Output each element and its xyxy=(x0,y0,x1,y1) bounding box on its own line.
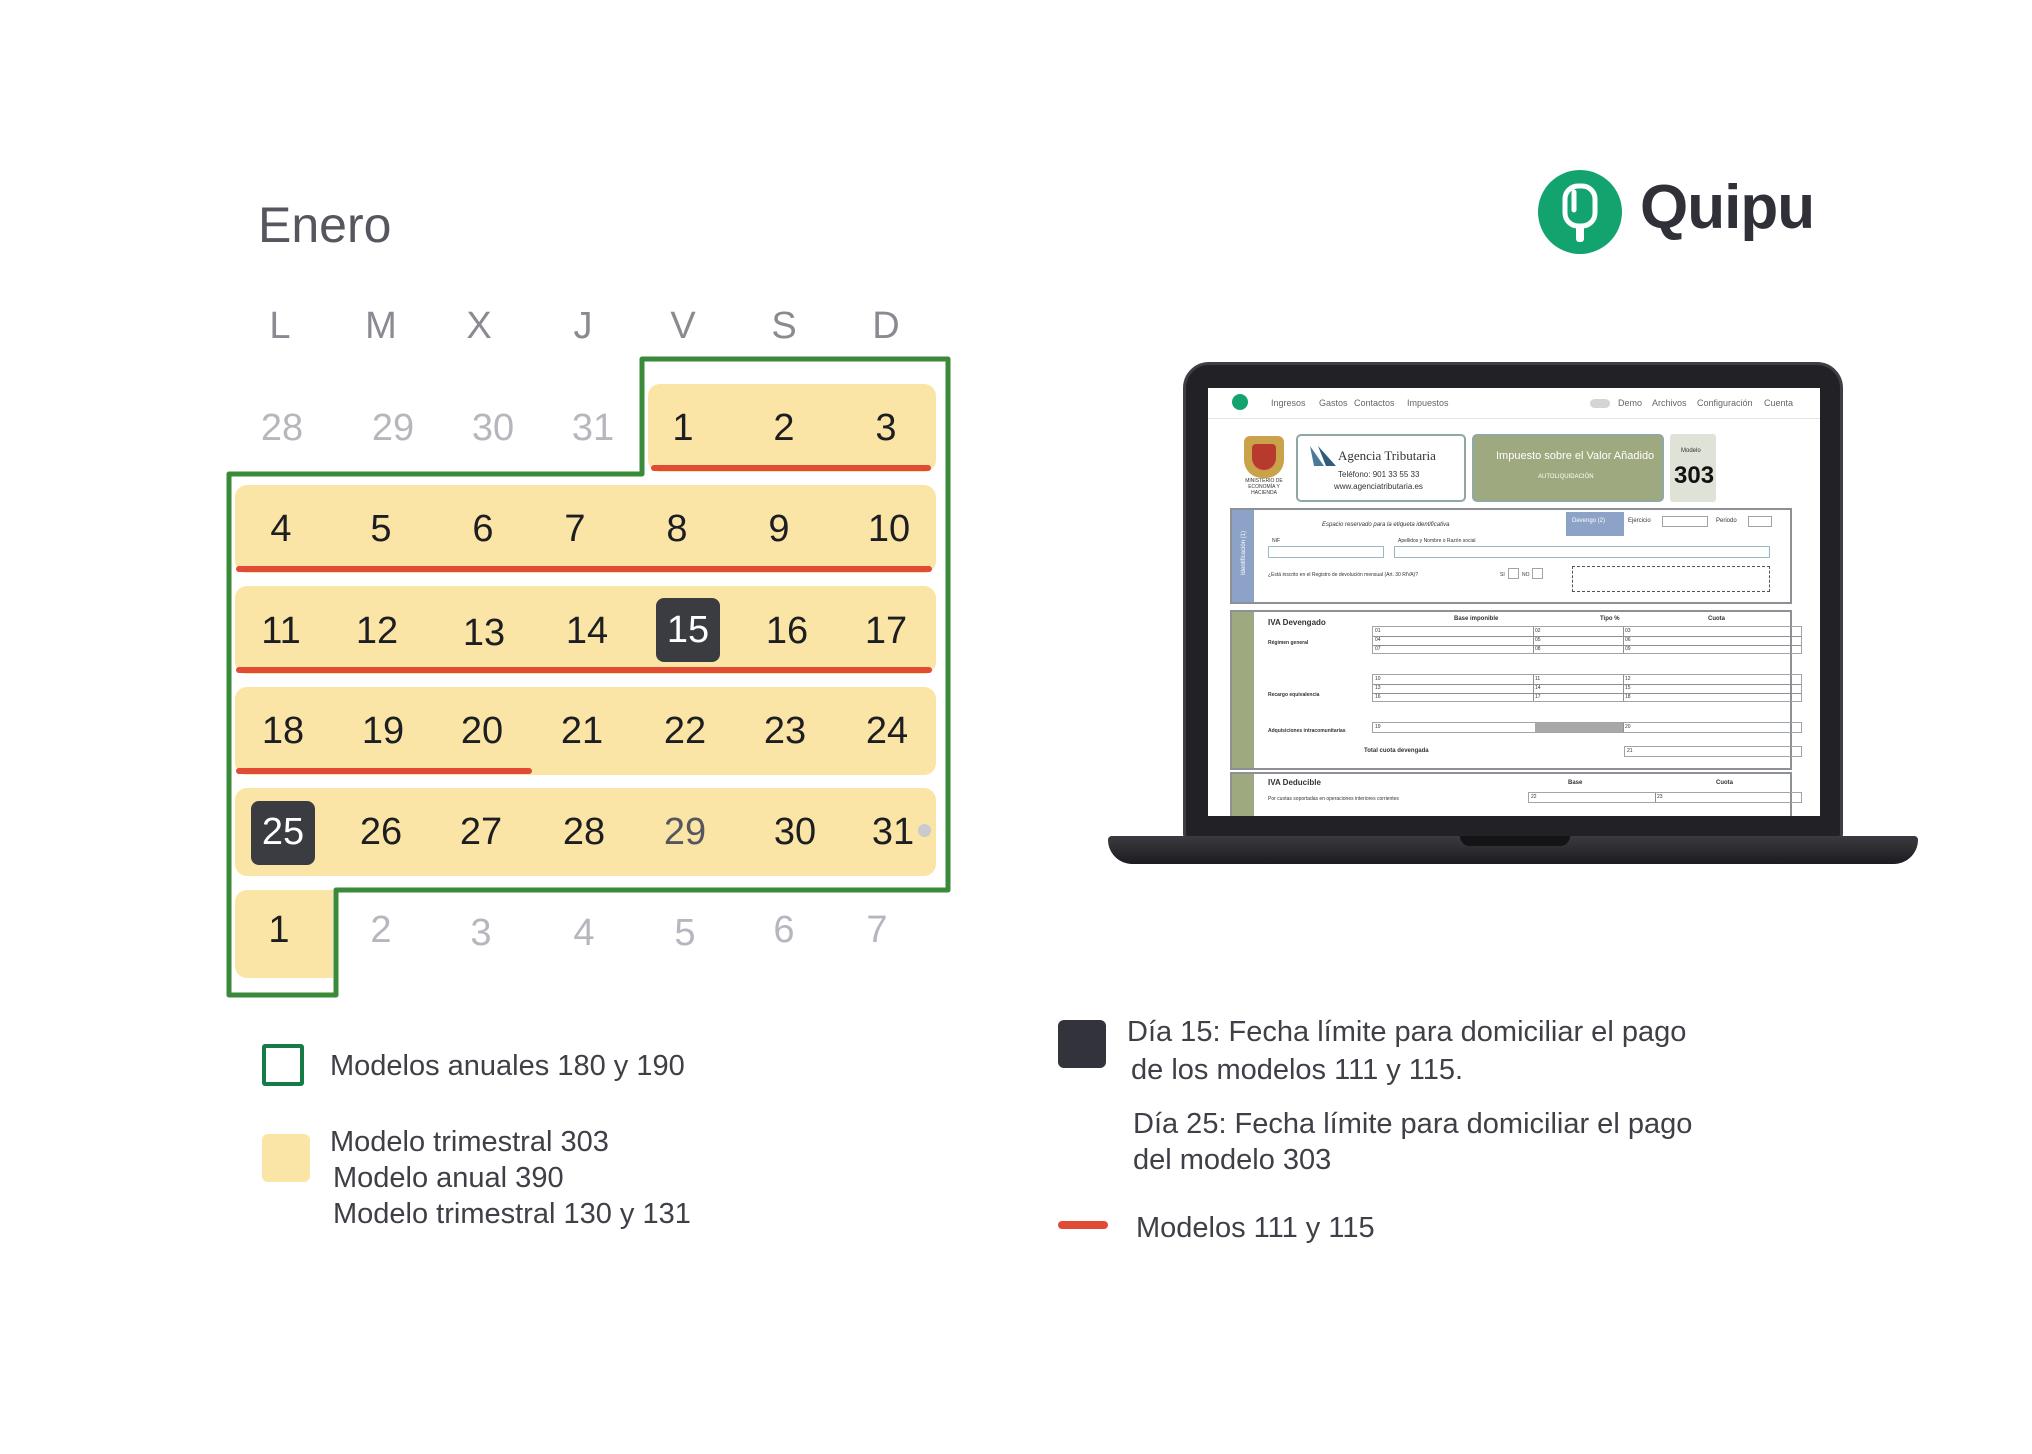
ministry-label: MINISTERIO DE ECONOMÍA Y HACIENDA xyxy=(1245,478,1283,496)
agency-web: www.agenciatributaria.es xyxy=(1334,482,1423,491)
total-cuota-label: Total cuota devengada xyxy=(1364,748,1429,754)
demo-toggle[interactable] xyxy=(1590,399,1610,408)
calendar-day[interactable]: 17 xyxy=(864,610,908,652)
casilla-number: 16 xyxy=(1375,694,1381,700)
apellidos-field[interactable] xyxy=(1394,546,1770,558)
casilla-number: 12 xyxy=(1625,676,1631,682)
calendar-day[interactable]: 1 xyxy=(268,909,290,951)
legend-red-line-swatch xyxy=(1058,1221,1108,1229)
legend-quarterly-text: Modelo anual 390 xyxy=(333,1162,564,1194)
agency-logo-icon xyxy=(1310,446,1336,466)
calendar-day[interactable]: 3 xyxy=(470,912,492,954)
calendar-day[interactable]: 31 xyxy=(571,407,615,449)
calendar-day[interactable]: 9 xyxy=(768,508,790,550)
modelo-number: 303 xyxy=(1674,462,1715,489)
weekday-header: L xyxy=(269,305,291,347)
label-space: Espacio reservado para la etiqueta identificativa xyxy=(1322,522,1450,528)
recargo-label: Recargo equivalencia xyxy=(1268,692,1320,698)
casilla-number: 21 xyxy=(1627,748,1633,754)
legend-quarterly-text: Modelo trimestral 130 y 131 xyxy=(333,1198,691,1230)
nav-impuestos[interactable]: Impuestos xyxy=(1407,398,1449,408)
calendar-day[interactable]: 29 xyxy=(371,407,415,449)
calendar-day[interactable]: 7 xyxy=(564,508,586,550)
cuotas-soportadas-boxes[interactable] xyxy=(1528,792,1802,803)
calendar-day[interactable]: 6 xyxy=(472,508,494,550)
cuotas-soportadas-label: Por cuotas soportadas en operaciones interiores corrientes xyxy=(1268,796,1399,802)
calendar-day[interactable]: 27 xyxy=(459,811,503,853)
devengado-side-tab xyxy=(1232,612,1254,768)
base-imponible-header: Base imponible xyxy=(1454,616,1499,622)
nav-gastos[interactable]: Gastos xyxy=(1319,398,1348,408)
regimen-general-boxes[interactable] xyxy=(1372,626,1802,654)
nav-configuracion[interactable]: Configuración xyxy=(1697,398,1753,408)
calendar-day[interactable]: 7 xyxy=(866,909,888,951)
apellidos-label: Apellidos y Nombre o Razón social xyxy=(1398,538,1476,544)
weekday-header: M xyxy=(365,305,397,347)
iva-devengado-section xyxy=(1230,610,1792,770)
iva-deducible-title: IVA Deducible xyxy=(1268,778,1321,787)
casilla-number: 14 xyxy=(1535,685,1541,691)
brand-name: Quipu xyxy=(1640,173,1815,242)
devengo-tab xyxy=(1566,512,1624,536)
casilla-number: 10 xyxy=(1375,676,1381,682)
weekday-header: S xyxy=(771,305,797,347)
calendar-day[interactable]: 8 xyxy=(666,508,688,550)
total-cuota-box[interactable] xyxy=(1624,746,1802,757)
modelo-box xyxy=(1670,434,1716,502)
casilla-number: 05 xyxy=(1535,637,1541,643)
casilla-number: 01 xyxy=(1375,628,1381,634)
registro-no-checkbox[interactable] xyxy=(1532,568,1543,579)
weekday-header: J xyxy=(573,305,593,347)
weekday-header: X xyxy=(466,305,492,347)
calendar-day[interactable]: 13 xyxy=(462,612,506,654)
nav-demo[interactable]: Demo xyxy=(1618,398,1643,408)
cuota-header: Cuota xyxy=(1708,616,1725,622)
identification-label: Identificación (1) xyxy=(1241,530,1248,576)
form-title-box xyxy=(1472,434,1664,502)
calendar-day[interactable]: 18 xyxy=(261,710,305,752)
registro-si-checkbox[interactable] xyxy=(1508,568,1519,579)
adquisiciones-label: Adquisiciones intracomunitarias xyxy=(1268,728,1346,734)
ejercicio-label: Ejercicio xyxy=(1628,518,1651,524)
calendar-day[interactable]: 1 xyxy=(672,407,694,449)
regimen-general-label: Régimen general xyxy=(1268,640,1309,646)
calendar-day[interactable]: 31 xyxy=(871,811,915,853)
devengo-label: Devengo (2) xyxy=(1572,518,1606,524)
calendar-day[interactable]: 12 xyxy=(355,610,399,652)
tipo-header: Tipo % xyxy=(1600,616,1620,622)
agency-name: Agencia Tributaria xyxy=(1338,448,1436,463)
calendar-day[interactable]: 16 xyxy=(765,610,809,652)
nif-label: NIF xyxy=(1272,538,1281,544)
legend-deadline-25-text: Día 25: Fecha límite para domiciliar el pago xyxy=(1133,1108,1693,1140)
casilla-number: 17 xyxy=(1535,694,1541,700)
legend-quarterly-swatch xyxy=(262,1134,310,1182)
base-header: Base xyxy=(1568,780,1583,786)
legend-annual-swatch xyxy=(262,1044,304,1086)
casilla-number: 07 xyxy=(1375,646,1381,652)
calendar-day[interactable]: 5 xyxy=(370,508,392,550)
nif-field[interactable] xyxy=(1268,546,1384,558)
casilla-number: 06 xyxy=(1625,637,1631,643)
calendar-day[interactable]: 2 xyxy=(370,909,392,951)
dashed-label-area xyxy=(1572,566,1770,592)
legend-quarterly-text: Modelo trimestral 303 xyxy=(330,1126,609,1158)
adquisiciones-boxes[interactable] xyxy=(1372,722,1802,733)
chevron-down-icon[interactable] xyxy=(918,824,931,837)
iva-deducible-section xyxy=(1230,772,1792,816)
agency-box xyxy=(1296,434,1466,502)
calendar-day[interactable]: 20 xyxy=(460,710,504,752)
legend-red-line-text: Modelos 111 y 115 xyxy=(1136,1212,1375,1244)
calendar-day[interactable]: 26 xyxy=(359,811,403,853)
month-title: Enero xyxy=(258,197,392,253)
laptop-notch xyxy=(1460,836,1570,846)
registro-question: ¿Está inscrito en el Registro de devolución mensual (Art. 30 RIVA)? xyxy=(1268,572,1418,578)
casilla-number: 09 xyxy=(1625,646,1631,652)
nav-ingresos[interactable]: Ingresos xyxy=(1271,398,1306,408)
registro-si: SI xyxy=(1500,572,1505,578)
casilla-number: 19 xyxy=(1375,724,1381,730)
calendar-day[interactable]: 22 xyxy=(663,710,707,752)
casilla-number: 08 xyxy=(1535,646,1541,652)
calendar-day[interactable]: 19 xyxy=(361,710,405,752)
casilla-number: 13 xyxy=(1375,685,1381,691)
calendar-day[interactable]: 2 xyxy=(773,407,795,449)
calendar-day-deadline[interactable]: 15 xyxy=(666,609,710,651)
weekday-header: D xyxy=(872,305,900,347)
casilla-number: 11 xyxy=(1535,676,1541,682)
calendar-day[interactable]: 24 xyxy=(865,710,909,752)
identification-section xyxy=(1230,508,1792,604)
calendar-day[interactable]: 28 xyxy=(260,407,304,449)
periodo-field[interactable] xyxy=(1748,516,1772,527)
form-subtitle: AUTOLIQUIDACIÓN xyxy=(1538,474,1594,480)
app-navbar xyxy=(1208,388,1820,419)
deducible-side-tab xyxy=(1232,774,1254,816)
calendar-day[interactable]: 30 xyxy=(773,811,817,853)
calendar-day[interactable]: 4 xyxy=(270,508,292,550)
calendar-day[interactable]: 29 xyxy=(663,811,707,853)
calendar-day[interactable]: 11 xyxy=(261,610,301,652)
nav-archivos[interactable]: Archivos xyxy=(1652,398,1687,408)
casilla-number: 18 xyxy=(1625,694,1631,700)
quipu-logo-icon[interactable] xyxy=(1232,394,1248,410)
calendar-day[interactable]: 3 xyxy=(875,407,897,449)
calendar-day[interactable]: 4 xyxy=(573,912,595,954)
casilla-number: 03 xyxy=(1625,628,1631,634)
calendar-day[interactable]: 6 xyxy=(773,909,795,951)
ejercicio-field[interactable] xyxy=(1662,516,1708,527)
calendar-day[interactable]: 10 xyxy=(867,508,911,550)
casilla-number: 15 xyxy=(1625,685,1631,691)
calendar-day[interactable]: 14 xyxy=(565,610,609,652)
calendar-day-deadline[interactable]: 25 xyxy=(261,811,305,853)
agency-phone: Teléfono: 901 33 55 33 xyxy=(1338,470,1420,479)
form-title: Impuesto sobre el Valor Añadido xyxy=(1496,450,1655,462)
casilla-number: 23 xyxy=(1657,794,1663,800)
nav-contactos[interactable]: Contactos xyxy=(1354,398,1395,408)
calendar-day[interactable]: 30 xyxy=(471,407,515,449)
legend-annual-text: Modelos anuales 180 y 190 xyxy=(330,1050,685,1082)
recargo-boxes[interactable] xyxy=(1372,674,1802,702)
calendar-day[interactable]: 21 xyxy=(560,710,604,752)
modelo-label: Modelo xyxy=(1681,448,1701,454)
iva-devengado-title: IVA Devengado xyxy=(1268,618,1326,627)
casilla-number: 02 xyxy=(1535,628,1541,634)
calendar-day[interactable]: 28 xyxy=(562,811,606,853)
periodo-label: Periodo xyxy=(1716,518,1737,524)
casilla-number: 22 xyxy=(1531,794,1537,800)
legend-deadline-25-text: del modelo 303 xyxy=(1133,1144,1332,1176)
calendar-day[interactable]: 5 xyxy=(674,912,696,954)
cuota-deducible-header: Cuota xyxy=(1716,780,1733,786)
laptop-screen xyxy=(1208,388,1820,816)
coat-of-arms-icon xyxy=(1244,436,1284,478)
registro-no: NO xyxy=(1522,572,1530,578)
weekday-header: V xyxy=(670,305,696,347)
calendar-day[interactable]: 23 xyxy=(763,710,807,752)
legend-deadline-swatch xyxy=(1058,1020,1106,1068)
casilla-number: 20 xyxy=(1625,724,1631,730)
casilla-number: 04 xyxy=(1375,637,1381,643)
nav-cuenta[interactable]: Cuenta xyxy=(1764,398,1794,408)
legend-deadline-15-text: de los modelos 111 y 115. xyxy=(1131,1054,1464,1086)
legend-deadline-15-text: Día 15: Fecha límite para domiciliar el pago xyxy=(1127,1016,1687,1048)
